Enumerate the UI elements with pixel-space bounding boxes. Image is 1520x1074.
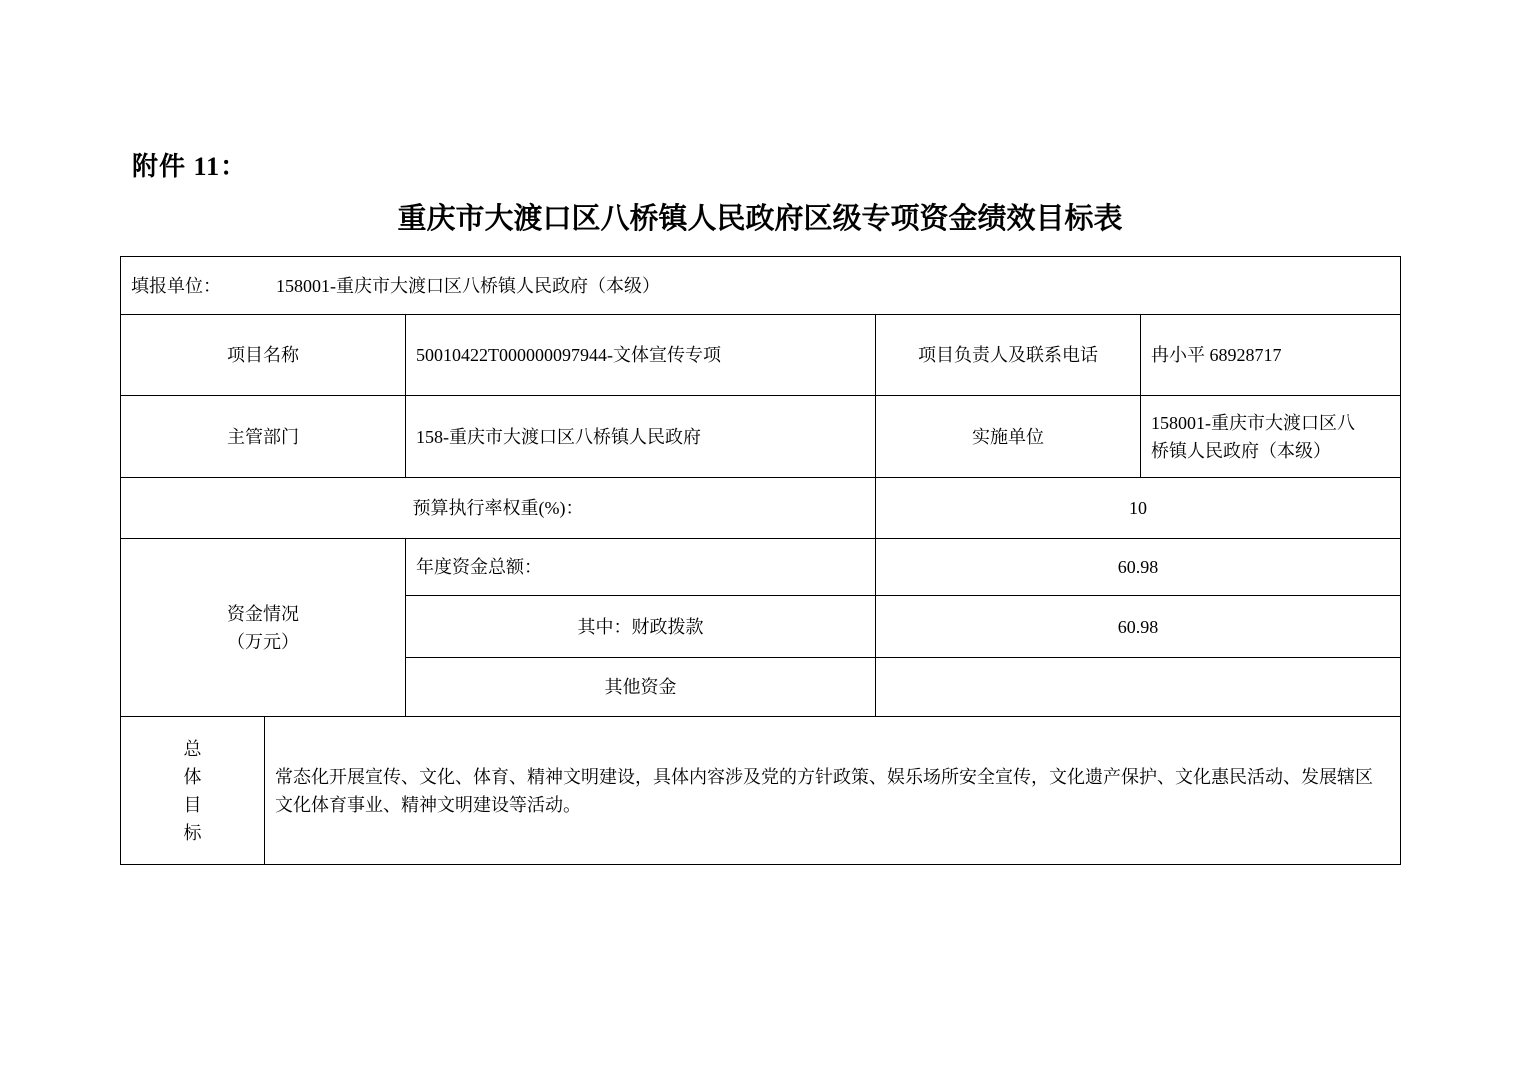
department-row [121,396,1401,478]
implementing-unit-line2: 桥镇人民政府（本级） [1151,440,1331,461]
budget-weight-label: 预算执行率权重(%)： [121,478,876,539]
project-contact-label: 项目负责人及联系电话 [876,315,1141,396]
project-contact-value: 冉小平 68928717 [1141,315,1401,396]
overall-goal-text: 常态化开展宣传、文化、体育、精神文明建设，具体内容涉及党的方针政策、娱乐场所安全宣传，文化遗产保护、文化惠民活动、发展辖区文化体育事业、精神文明建设等活动。 [265,717,1401,865]
overall-goal-label-char: 标 [183,822,202,843]
reporting-unit-row [121,257,1401,315]
performance-target-table [120,256,1401,865]
funds-total-row [121,539,1401,596]
funds-fiscal-value: 60.98 [876,596,1401,658]
page-title: 重庆市大渡口区八桥镇人民政府区级专项资金绩效目标表 [397,203,1123,235]
budget-weight-value: 10 [876,478,1401,539]
overall-goal-label-char: 目 [183,794,202,815]
department-label: 主管部门 [121,396,406,478]
overall-goal-row [121,717,1401,865]
implementing-unit-line1: 158001-重庆市大渡口区八 [1151,412,1355,433]
funds-fiscal-label: 其中：财政拨款 [406,596,876,658]
project-name-label: 项目名称 [121,315,406,396]
overall-goal-label-char: 总 [183,738,202,759]
overall-goal-label [121,717,265,865]
project-name-value: 50010422T000000097944-文体宣传专项 [406,315,876,396]
funds-other-label: 其他资金 [406,658,876,717]
reporting-unit-label: 填报单位： [131,275,221,296]
funds-other-value [876,658,1401,717]
implementing-unit-label: 实施单位 [876,396,1141,478]
funds-label-line1: 资金情况 [227,603,299,624]
implementing-unit-value [1141,396,1401,478]
funds-label [121,539,406,717]
budget-weight-row [121,478,1401,539]
attachment-label: 附件 11： [132,152,248,181]
department-value: 158-重庆市大渡口区八桥镇人民政府 [406,396,876,478]
funds-total-value: 60.98 [876,539,1401,596]
reporting-unit-value: 158001-重庆市大渡口区八桥镇人民政府（本级） [276,275,660,296]
funds-total-label: 年度资金总额： [406,539,876,596]
overall-goal-label-char: 体 [183,766,202,787]
project-row [121,315,1401,396]
reporting-unit-cell [121,257,1401,315]
funds-label-line2: （万元） [227,631,299,652]
